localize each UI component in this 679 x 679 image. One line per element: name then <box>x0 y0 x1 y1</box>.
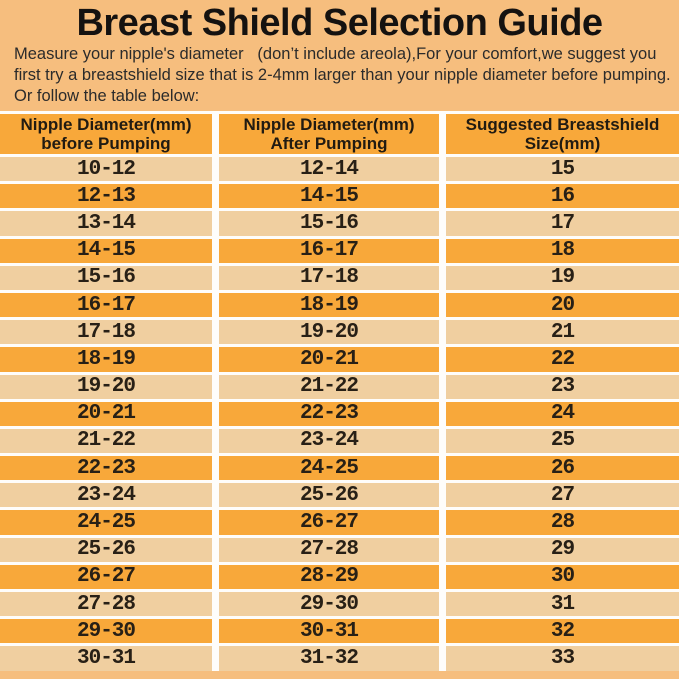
table-cell: 10-12 <box>0 157 212 181</box>
table-row <box>0 592 679 616</box>
table-cell: 21 <box>446 320 679 344</box>
table-row <box>0 375 679 399</box>
page-title: Breast Shield Selection Guide <box>76 2 603 44</box>
table-row <box>0 266 679 290</box>
size-table <box>0 111 679 671</box>
table-cell: 16-17 <box>0 293 212 317</box>
table-cell: 20-21 <box>0 402 212 426</box>
intro-line-3: Or follow the table below: <box>14 87 200 105</box>
table-cell: 27 <box>446 483 679 507</box>
table-cell: 30 <box>446 565 679 589</box>
table-cell: 19-20 <box>219 320 439 344</box>
header-after-pumping <box>219 114 439 154</box>
table-row <box>0 429 679 453</box>
table-cell: 16-17 <box>219 239 439 263</box>
table-row <box>0 211 679 235</box>
table-cell: 12-14 <box>219 157 439 181</box>
table-cell: 28-29 <box>219 565 439 589</box>
table-cell: 15-16 <box>219 211 439 235</box>
table-row <box>0 483 679 507</box>
table-cell: 33 <box>446 646 679 670</box>
table-cell: 24-25 <box>0 510 212 534</box>
table-cell: 23-24 <box>219 429 439 453</box>
table-row <box>0 646 679 670</box>
table-cell: 25 <box>446 429 679 453</box>
table-cell: 18-19 <box>219 293 439 317</box>
table-row <box>0 347 679 371</box>
table-cell: 17 <box>446 211 679 235</box>
header-line: Size(mm) <box>524 134 601 153</box>
table-cell: 22-23 <box>0 456 212 480</box>
table-cell: 13-14 <box>0 211 212 235</box>
table-cell: 14-15 <box>0 239 212 263</box>
table-row <box>0 157 679 181</box>
header-line: before Pumping <box>41 134 171 153</box>
table-cell: 22 <box>446 347 679 371</box>
table-cell: 29-30 <box>0 619 212 643</box>
table-row <box>0 239 679 263</box>
table-cell: 28 <box>446 510 679 534</box>
table-cell: 29-30 <box>219 592 439 616</box>
table-row <box>0 184 679 208</box>
table-cell: 25-26 <box>219 483 439 507</box>
table-cell: 23-24 <box>0 483 212 507</box>
table-cell: 14-15 <box>219 184 439 208</box>
table-cell: 30-31 <box>219 619 439 643</box>
table-cell: 17-18 <box>219 266 439 290</box>
table-cell: 26 <box>446 456 679 480</box>
intro-line-2: first try a breastshield size that is 2-4mm larger than your nipple diameter before pumping. <box>14 66 671 84</box>
table-cell: 27-28 <box>219 538 439 562</box>
table-cell: 20-21 <box>219 347 439 371</box>
table-cell: 18 <box>446 239 679 263</box>
table-body <box>0 157 679 671</box>
table-header-row <box>0 114 679 154</box>
table-row <box>0 619 679 643</box>
table-row <box>0 510 679 534</box>
header-suggested-size <box>446 114 679 154</box>
table-cell: 21-22 <box>219 375 439 399</box>
table-row <box>0 402 679 426</box>
table-row <box>0 538 679 562</box>
table-cell: 30-31 <box>0 646 212 670</box>
table-cell: 19 <box>446 266 679 290</box>
table-cell: 15-16 <box>0 266 212 290</box>
header-before-pumping <box>0 114 212 154</box>
table-cell: 25-26 <box>0 538 212 562</box>
table-cell: 16 <box>446 184 679 208</box>
table-cell: 23 <box>446 375 679 399</box>
table-cell: 19-20 <box>0 375 212 399</box>
header-line: After Pumping <box>270 134 388 153</box>
table-cell: 17-18 <box>0 320 212 344</box>
intro-line-1: Measure your nipple's diameter (don’t include areola),For your comfort,we suggest you <box>14 45 657 63</box>
table-cell: 20 <box>446 293 679 317</box>
table-row <box>0 565 679 589</box>
table-cell: 22-23 <box>219 402 439 426</box>
table-cell: 27-28 <box>0 592 212 616</box>
table-cell: 24 <box>446 402 679 426</box>
header-line: Nipple Diameter(mm) <box>20 115 192 134</box>
header-line: Nipple Diameter(mm) <box>243 115 415 134</box>
table-cell: 18-19 <box>0 347 212 371</box>
table-cell: 31-32 <box>219 646 439 670</box>
table-cell: 24-25 <box>219 456 439 480</box>
table-cell: 32 <box>446 619 679 643</box>
table-cell: 21-22 <box>0 429 212 453</box>
table-cell: 12-13 <box>0 184 212 208</box>
table-cell: 15 <box>446 157 679 181</box>
table-row <box>0 293 679 317</box>
header-line: Suggested Breastshield <box>465 115 660 134</box>
table-row <box>0 320 679 344</box>
table-cell: 26-27 <box>219 510 439 534</box>
table-cell: 29 <box>446 538 679 562</box>
intro-text <box>14 44 679 107</box>
table-cell: 26-27 <box>0 565 212 589</box>
table-cell: 31 <box>446 592 679 616</box>
table-row <box>0 456 679 480</box>
